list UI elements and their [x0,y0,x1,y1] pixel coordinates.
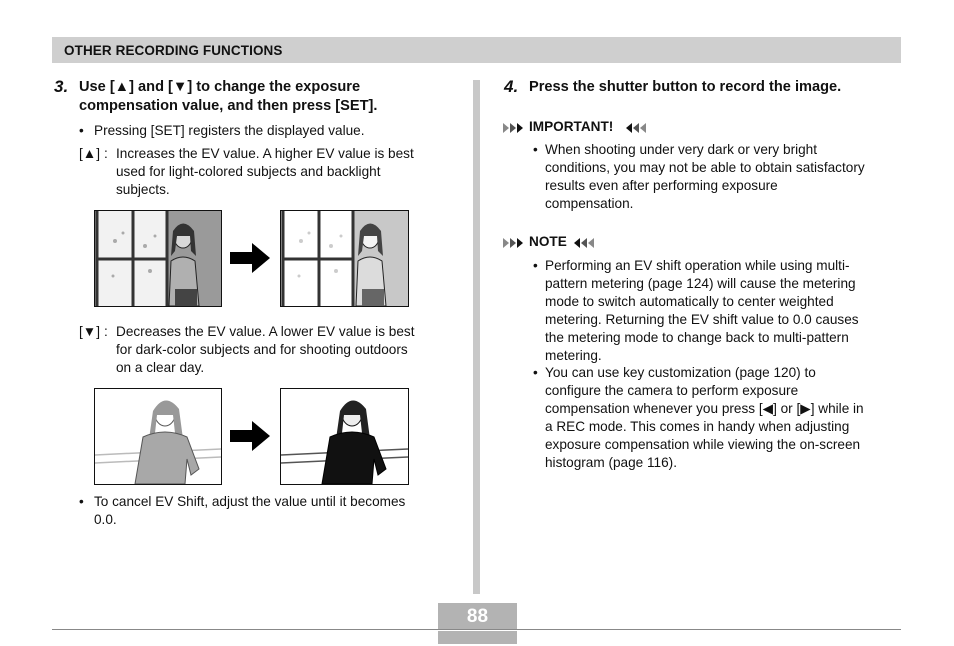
bullet-icon [79,493,84,511]
note2-line-5: exposure compensation while viewing the on-screen [545,437,861,452]
up-desc-line-3: subjects. [116,182,170,197]
arrow-right-icon [230,243,270,278]
up-desc-line-2: used for light-colored subjects and backlight [116,164,381,179]
note1-line-3: mode to switch automatically to center weighted [545,294,834,309]
arrow-right-icon [230,421,270,456]
note1-line-6: metering. [545,348,602,363]
bullet-cancel-line-1: To cancel EV Shift, adjust the value until it becomes [94,494,406,509]
note-left-marker-icon [503,236,525,254]
note2-line-3: compensation whenever you press [◀] or [▶] while in [545,401,864,416]
photo-outdoor-after [280,388,409,485]
section-title: OTHER RECORDING FUNCTIONS [64,43,283,58]
down-key-separator: : [104,324,108,339]
photo-outdoor-before [94,388,222,485]
note-label: NOTE [529,234,567,249]
photo-backlit-before [94,210,222,307]
note1-line-2: pattern metering (page 124) will cause the metering [545,276,856,291]
down-desc-line-2: for dark-color subjects and for shooting outdoors [116,342,408,357]
page-number-box-lower [438,631,517,644]
bullet-icon [533,364,538,382]
note1-line-1: Performing an EV shift operation while using multi- [545,258,850,273]
important-label: IMPORTANT! [529,119,614,134]
step-4-number: 4. [504,77,519,96]
note-right-marker-icon [574,236,596,254]
step-3-line-1: Use [▲] and [▼] to change the exposure [79,79,361,95]
down-desc-line-3: on a clear day. [116,360,205,375]
important-line-2: conditions, you may not be able to obtain satisfactory [545,160,865,175]
step-3-line-2: compensation value, and then press [SET]. [79,98,378,114]
up-key-separator: : [104,146,108,161]
down-key-label: [▼] [79,324,101,339]
note2-line-4: a REC mode. This comes in handy when adjusting [545,419,850,434]
up-desc-line-1: Increases the EV value. A higher EV value is best [116,146,414,161]
bullet-icon [533,141,538,159]
note1-line-5: the metering mode to change back to multi-pattern [545,330,849,345]
important-right-marker-icon [626,121,648,139]
bullet-set-registers: Pressing [SET] registers the displayed value. [94,123,365,138]
column-divider [473,80,480,594]
important-line-3: results even after performing exposure [545,178,778,193]
bullet-icon [79,122,84,140]
note1-line-4: metering. Returning the EV shift value to 0.0 causes [545,312,859,327]
note2-line-1: You can use key customization (page 120) to [545,365,816,380]
photo-backlit-after [280,210,409,307]
bullet-icon [533,257,538,275]
bullet-cancel-line-2: 0.0. [94,512,117,527]
note2-line-2: configure the camera to perform exposure [545,383,799,398]
important-line-4: compensation. [545,196,634,211]
important-left-marker-icon [503,121,525,139]
up-key-label: [▲] [79,146,101,161]
step-4-text: Press the shutter button to record the image. [529,79,842,95]
note2-line-6: histogram (page 116). [545,455,677,470]
page-number: 88 [466,606,489,627]
down-desc-line-1: Decreases the EV value. A lower EV value is best [116,324,415,339]
footer-rule [52,629,901,630]
important-line-1: When shooting under very dark or very bright [545,142,818,157]
step-3-number: 3. [54,77,69,96]
